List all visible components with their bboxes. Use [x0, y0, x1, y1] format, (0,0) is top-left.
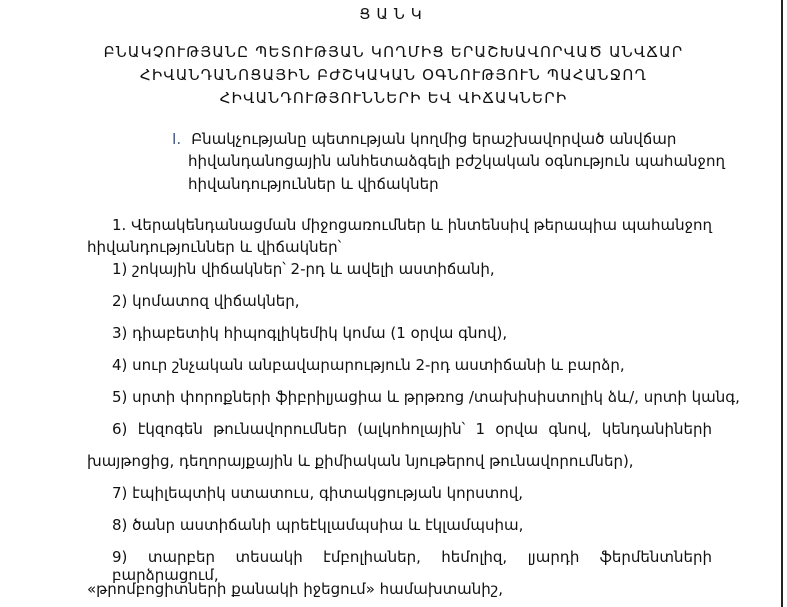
list-item-8: 8) ծանր աստիճանի պրեէկլամպսիա և էկլամպսիա,: [112, 516, 524, 534]
section-heading-text-1: Բնակչությանը պետության կողմից երաշխավորված անվճար: [191, 130, 677, 148]
list-heading: ՑԱՆԿ: [359, 5, 428, 23]
paragraph-1-line-2: հիվանդություններ և վիճակներ՝: [87, 238, 342, 256]
list-item-3: 3) դիաբետիկ հիպոգլիկեմիկ կոմա (1 օրվա գնով),: [112, 324, 508, 342]
list-item-2: 2) կոմատոզ վիճակներ,: [112, 292, 300, 310]
list-item-4: 4) սուր շնչական անբավարարություն 2-րդ աստիճանի և բարձր,: [112, 356, 625, 374]
section-heading-line-1: [172, 130, 676, 148]
list-item-9-line-1: 9) տարբեր տեսակի էմբոլիաներ, հեմոլիզ, լյարդի ֆերմենտների բարձրացում,: [112, 548, 712, 584]
list-item-6-line-1: 6) էկզոգեն թունավորումներ (ալկոհոլային՝ 1 օրվա գնով, կենդանիների: [112, 420, 712, 438]
paragraph-1-line-1: 1. Վերակենդանացման միջոցառումներ և ինտենսիվ թերապիա պահանջող: [112, 216, 713, 234]
list-item-1: 1) շոկային վիճակներ՝ 2-րդ և ավելի աստիճանի,: [112, 260, 495, 278]
page-border: [781, 0, 783, 607]
section-number: I.: [172, 130, 182, 148]
title-line-1: ԲՆԱԿՉՈՒԹՅԱՆԸ ՊԵՏՈՒԹՅԱՆ ԿՈՂՄԻՑ ԵՐԱՇԽԱՎՈՐՎԱԾ ԱՆՎՃԱՐ: [103, 43, 684, 61]
section-heading-line-2: հիվանդանոցային անհետաձգելի բժշկական օգնություն պահանջող: [188, 152, 725, 170]
section-heading-line-3: հիվանդություններ և վիճակներ: [188, 175, 439, 193]
list-item-6-line-2: խայթոցից, դեղորայքային և քիմիական նյութերով թունավորումներ),: [87, 452, 634, 470]
list-item-7: 7) էպիլեպտիկ ստատուս, գիտակցության կորստով,: [112, 484, 524, 502]
list-item-5: 5) սրտի փորոքների ֆիբրիլյացիա և թրթռոց /տախիսիստոլիկ ձև/, սրտի կանգ,: [112, 388, 740, 406]
title-line-3: ՀԻՎԱՆԴՈՒԹՅՈՒՆՆԵՐԻ ԵՎ ՎԻՃԱԿՆԵՐԻ: [219, 89, 568, 107]
list-item-9-line-2: «թրոմբոցիտների քանակի իջեցում» համախտանիշ,: [87, 580, 504, 598]
title-line-2: ՀԻՎԱՆԴԱՆՈՑԱՅԻՆ ԲԺՇԿԱԿԱՆ ՕԳՆՈՒԹՅՈՒՆ ՊԱՀԱՆՋՈՂ: [139, 66, 648, 84]
